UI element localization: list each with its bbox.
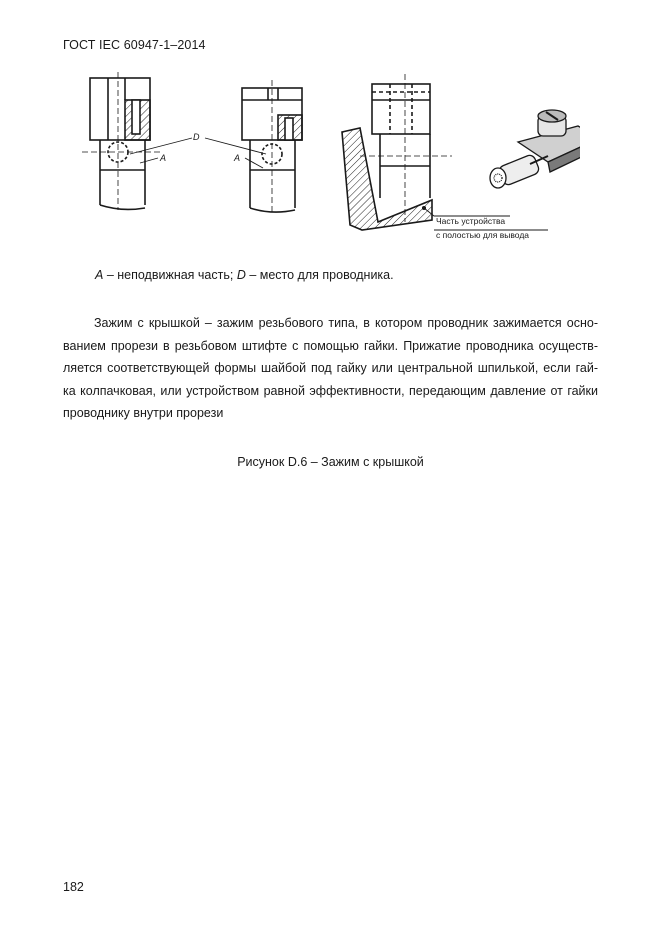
paragraph-line: ка колпачковая, или устройством равной эффективности, передающим давление от гайки bbox=[63, 383, 598, 398]
legend-d-text: – место для проводника. bbox=[245, 268, 394, 282]
drawing-3-clamp-in-housing bbox=[342, 74, 452, 230]
paragraph-line: ванием прорези в резьбовом штифте с помощью гайки. Прижатие проводника осуществ- bbox=[63, 338, 598, 353]
paragraph-line: проводнику внутри прорези bbox=[63, 406, 224, 421]
callout-text-line1: Часть устройства bbox=[436, 216, 506, 226]
legend-d-symbol: D bbox=[236, 268, 246, 282]
drawing-1-clamp-section bbox=[82, 72, 160, 210]
paragraph-line: ляется соответствующей формы шайбой под гайку или центральной шпилькой, если гай- bbox=[63, 361, 598, 376]
paragraph-line: Зажим с крышкой – зажим резьбового типа, в котором проводник зажимается осно- bbox=[94, 316, 598, 330]
legend-a-text: – неподвижная часть; bbox=[103, 268, 237, 282]
figure-drawing bbox=[80, 70, 580, 250]
leader-d bbox=[130, 138, 266, 168]
figure-legend bbox=[95, 268, 394, 282]
callout-text-line2: с полостью для вывода bbox=[436, 230, 530, 240]
drawing-4-isometric-view bbox=[490, 110, 580, 188]
legend-a-symbol: A bbox=[95, 268, 104, 282]
label-d: D bbox=[193, 132, 200, 142]
figure-caption: Рисунок D.6 – Зажим с крышкой bbox=[237, 455, 424, 469]
technical-drawing bbox=[80, 70, 580, 250]
page-number: 182 bbox=[63, 880, 84, 894]
document-header: ГОСТ IEC 60947-1–2014 bbox=[63, 38, 206, 52]
label-a-left: A bbox=[160, 153, 167, 163]
drawing-2-clamp-section bbox=[242, 80, 302, 215]
body-paragraph bbox=[63, 312, 598, 425]
label-a-right: A bbox=[234, 153, 241, 163]
